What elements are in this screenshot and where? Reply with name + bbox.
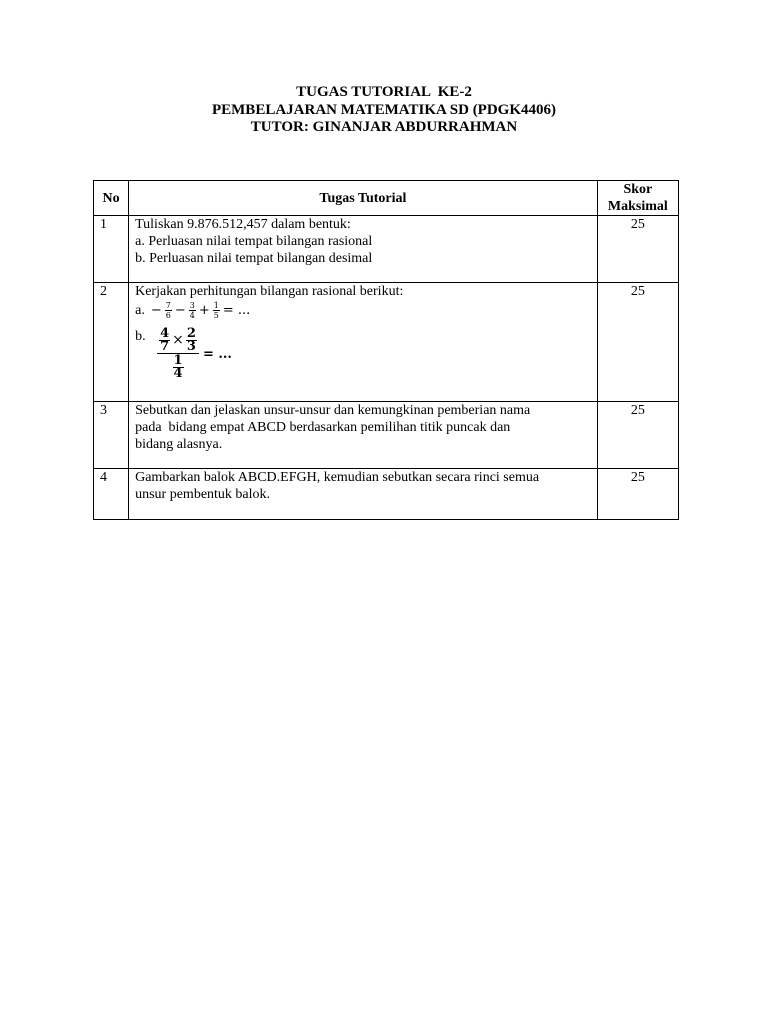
row-number: 3 [94,402,129,469]
compound-fraction [157,328,232,380]
compound-numerator [157,328,199,354]
denominator: 4 [189,311,195,320]
header-score [597,181,678,216]
denominator: 6 [165,311,171,320]
expression-b-label: b. [135,329,146,344]
title-line-3: TUTOR: GINANJAR ABDURRAHMAN [250,119,518,135]
task-line: b. Perluasan nilai tempat bilangan desimal [135,251,373,266]
expression-a [135,301,591,320]
numerator: 1 [213,301,219,310]
tasks-table [93,180,679,520]
compound-fraction-stack [157,328,199,380]
denominator: 7 [160,339,170,354]
document-header [0,84,768,137]
fraction [213,301,220,320]
fraction [173,355,184,380]
fraction [159,328,170,353]
denominator: 5 [213,311,219,320]
title-line-1: TUGAS TUTORIAL KE-2 [296,84,472,100]
numerator: 7 [165,301,171,310]
table-row [94,283,679,402]
task-line: Sebutkan dan jelaskan unsur-unsur dan kemungkinan pemberian nama [135,403,531,418]
header-no: No [94,181,129,216]
times-sign: × [172,332,184,348]
score-cell: 25 [597,283,678,402]
header-score-line-2: Maksimal [607,199,668,214]
header-task: Tugas Tutorial [129,181,598,216]
table-header-row [94,181,679,216]
numerator: 4 [160,326,170,341]
numerator: 3 [189,301,195,310]
minus-sign: − [150,303,162,318]
fraction [165,301,172,320]
table-row [94,402,679,469]
fraction [189,301,196,320]
task-cell [129,216,598,283]
header-score-line-1: Skor [623,182,653,197]
row-number: 2 [94,283,129,402]
score-cell: 25 [597,216,678,283]
task-cell [129,469,598,520]
plus-sign: + [198,303,210,318]
task-line: bidang alasnya. [135,437,223,452]
task-line: Tuliskan 9.876.512,457 dalam bentuk: [135,217,351,232]
compound-denominator [157,354,199,380]
task-line: a. Perluasan nilai tempat bilangan rasional [135,234,373,249]
task-line: unsur pembentuk balok. [135,487,271,502]
row-number: 1 [94,216,129,283]
minus-sign: − [174,303,186,318]
expression-b [135,328,591,380]
score-cell: 25 [597,402,678,469]
row-number: 4 [94,469,129,520]
numerator: 2 [186,326,196,341]
task-line: Gambarkan balok ABCD.EFGH, kemudian sebutkan secara rinci semua [135,470,540,485]
task-cell [129,283,598,402]
table-row [94,216,679,283]
table-row [94,469,679,520]
task-line: Kerjakan perhitungan bilangan rasional berikut: [135,284,404,299]
expression-a-label: a. [135,303,145,318]
task-line: pada bidang empat ABCD berdasarkan pemilihan titik puncak dan [135,420,511,435]
numerator: 1 [173,353,183,368]
equals-ellipsis: = ... [202,346,232,362]
title-line-2: PEMBELAJARAN MATEMATIKA SD (PDGK4406) [211,101,557,118]
denominator: 4 [173,366,183,381]
score-cell: 25 [597,469,678,520]
equals-ellipsis: = ... [222,303,251,318]
fraction [186,328,197,353]
expression-a-math [151,301,250,320]
denominator: 3 [186,339,196,354]
task-cell [129,402,598,469]
